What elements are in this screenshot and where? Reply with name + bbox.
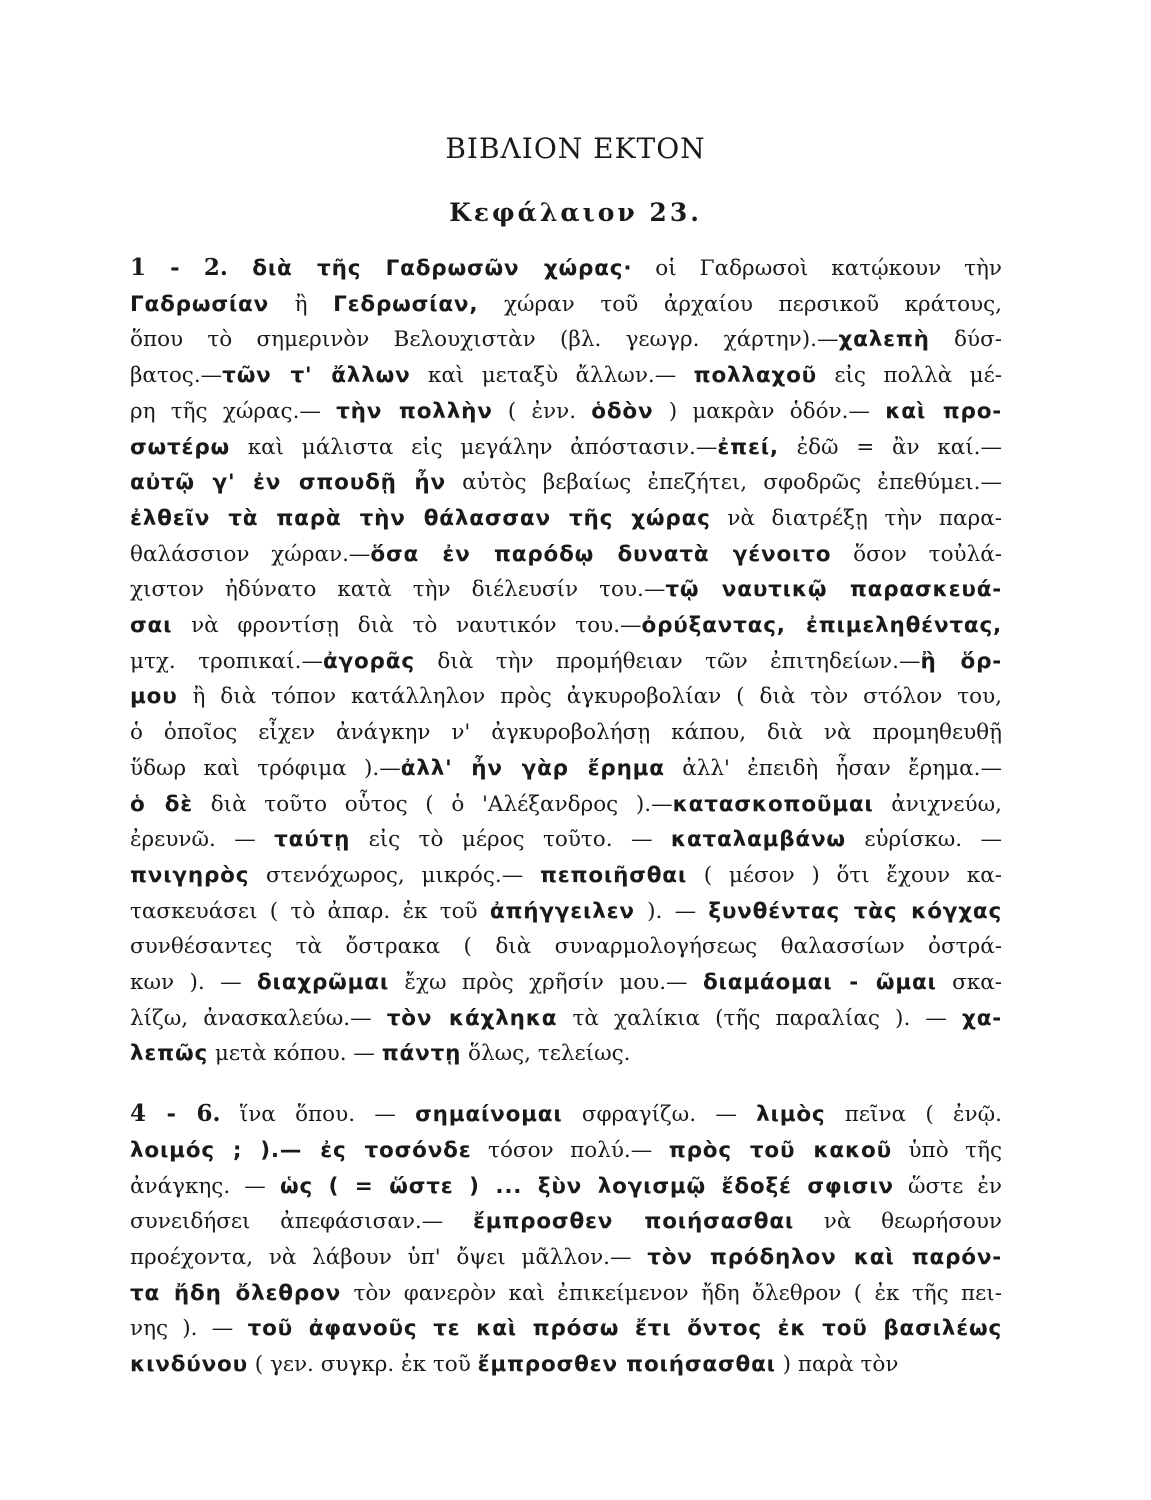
gloss-text: σκα- <box>936 970 1002 996</box>
gloss-text: εἰς τὸ μέρος τοῦτο. — <box>350 827 671 853</box>
text-line <box>130 1204 1002 1240</box>
text-line <box>130 715 1002 751</box>
lemma: πεποιῆσθαι <box>539 862 688 888</box>
gloss-text: μτχ. τροπικαί.— <box>130 648 323 674</box>
text-line <box>130 1036 1002 1072</box>
lemma: πνιγηρὸς <box>130 862 250 888</box>
lemma: τὸν κάχληκα <box>386 1005 558 1031</box>
gloss-text: ) μακρὰν ὁδόν.— <box>653 398 886 424</box>
gloss-text: κων ). — <box>130 970 257 996</box>
lemma: κινδύνου <box>130 1352 248 1378</box>
text-line <box>130 250 1002 287</box>
lemma: μου <box>130 684 178 710</box>
text-line <box>130 358 1002 394</box>
paragraph-number: 1 - 2. <box>130 254 228 281</box>
gloss-text: ( ἐνν. <box>492 398 592 424</box>
lemma: ὁ δὲ <box>130 791 194 817</box>
gloss-text: τὸν φανερὸν καὶ ἐπικείμενον ἤδη ὄλεθρον ( ἐκ τῆς πει- <box>341 1280 1002 1306</box>
text-line <box>130 430 1002 466</box>
gloss-text: οἱ Γαδρωσοὶ κατῴκουν τὴν <box>632 256 1002 281</box>
gloss-text: διὰ τοῦτο οὗτος ( ὁ 'Αλέξανδρος ).— <box>193 791 673 817</box>
gloss-text: ). — <box>634 898 709 924</box>
gloss-text: χώραν τοῦ ἀρχαίου περσικοῦ κράτους, <box>478 291 1002 317</box>
gloss-text: ὅπου τὸ σημερινὸν Βελουχιστὰν (βλ. γεωγρ. χάρτην).— <box>130 327 839 353</box>
text-line <box>130 787 1002 823</box>
lemma: ἢ ὅρ- <box>920 648 1002 674</box>
gloss-text: διὰ τὴν προμήθειαν τῶν ἐπιτηδείων.— <box>414 648 921 674</box>
lemma: ταύτῃ <box>274 827 351 853</box>
text-line <box>130 644 1002 680</box>
lemma: ἐπεί, <box>717 434 779 460</box>
gloss-text: ὅλως, τελείως. <box>461 1041 631 1067</box>
gloss-text: δύσ- <box>929 327 1002 353</box>
gloss-text: ὁ ὁποῖος εἶχεν ἀνάγκην ν' ἀγκυροβολήσῃ κάπου, διὰ νὰ προμηθευθῇ <box>130 720 1002 746</box>
paragraph-2 <box>130 1096 1002 1383</box>
lemma: λοιμός ; ).— ἐς τοσόνδε <box>130 1137 472 1163</box>
gloss-text: ) παρὰ τὸν <box>775 1352 899 1378</box>
paragraph-1 <box>130 250 1002 1072</box>
gloss-text: ἵνα ὅπου. — <box>220 1102 416 1128</box>
gloss-text: ὕδωρ καὶ τρόφιμα ).— <box>130 755 401 781</box>
text-line <box>130 1276 1002 1312</box>
lemma: ὅσα ἐν παρόδῳ δυνατὰ γένοιτο <box>370 541 832 567</box>
gloss-text: αὐτὸς βεβαίως ἐπεζήτει, σφοδρῶς ἐπεθύμει.— <box>445 470 1002 496</box>
lemma: χαλεπὴ <box>838 327 930 353</box>
lemma: ὀρύξαντας, ἐπιμεληθέντας, <box>641 613 1002 639</box>
text-line <box>130 1169 1002 1205</box>
text-line <box>130 287 1002 323</box>
lemma: τὴν πολλὴν <box>336 398 493 424</box>
lemma: χα- <box>962 1005 1002 1031</box>
lemma: Γαδρωσίαν <box>130 291 270 317</box>
gloss-text: προέχοντα, νὰ λάβουν ὑπ' ὄψει μᾶλλον.— <box>130 1244 648 1270</box>
lemma: ἀγορᾶς <box>322 648 415 674</box>
commentary-body <box>130 250 1002 1383</box>
lemma: διαχρῶμαι <box>256 970 390 996</box>
gloss-text: στενόχωρος, μικρός.— <box>249 862 540 888</box>
gloss-text: ἀνάγκης. — <box>130 1173 280 1199</box>
gloss-text: πεῖνα ( ἐνῷ. <box>825 1102 1002 1128</box>
gloss-text: ὑπὸ τῆς <box>891 1137 1002 1163</box>
text-line <box>130 322 1002 358</box>
lemma: ἀπήγγειλεν <box>489 898 635 924</box>
gloss-text: λίζω, ἀνασκαλεύω.— <box>130 1005 387 1031</box>
text-line <box>130 1311 1002 1347</box>
gloss-text: ἔχω πρὸς χρῆσίν μου.— <box>389 970 703 996</box>
gloss-text: καὶ μάλιστα εἰς μεγάλην ἀπόστασιν.— <box>230 434 718 460</box>
gloss-text: ἀνιχνεύω, <box>873 791 1002 817</box>
gloss-text: μετὰ κόπου. — <box>208 1041 382 1067</box>
text-line <box>130 1240 1002 1276</box>
gloss-text: ἢ διὰ τόπον κατάλληλον πρὸς ἀγκυροβολίαν ( διὰ τὸν στόλον του, <box>177 684 1002 710</box>
text-line <box>130 394 1002 430</box>
lemma: ἔμπροσθεν ποιήσασθαι <box>477 1352 776 1378</box>
lemma: τῷ ναυτικῷ παρασκευά- <box>665 577 1002 603</box>
text-line <box>130 1133 1002 1169</box>
lemma: ἔμπροσθεν ποιήσασθαι <box>472 1209 795 1235</box>
gloss-text: νὰ θεωρήσουν <box>794 1209 1002 1235</box>
text-line <box>130 822 1002 858</box>
lemma: καταλαμβάνω <box>670 827 846 853</box>
gloss-text: βατος.— <box>130 363 223 389</box>
gloss-text: ὥστε ἐν <box>893 1173 1002 1199</box>
gloss-text: τόσον πολύ.— <box>471 1137 669 1163</box>
text-line <box>130 1096 1002 1133</box>
lemma: Γεδρωσίαν, <box>333 291 479 317</box>
text-line <box>130 858 1002 894</box>
lemma: πάντῃ <box>381 1041 462 1067</box>
lemma: πολλαχοῦ <box>693 363 817 389</box>
lemma: λιμὸς <box>756 1102 826 1128</box>
lemma: τὸν πρόδηλον καὶ παρόν- <box>647 1244 1002 1270</box>
gloss-text: συνθέσαντες τὰ ὄστρακα ( διὰ συναρμολογήσεως θαλασσίων ὀστρά- <box>130 934 1002 960</box>
gloss-text: σφραγίζω. — <box>562 1102 757 1128</box>
paragraph-number: 4 - 6. <box>130 1100 221 1128</box>
gloss-text: ἐρευνῶ. — <box>130 827 275 853</box>
lemma: κατασκοποῦμαι <box>672 791 874 817</box>
gloss-text: ὅσον τοὐλά- <box>831 541 1002 567</box>
text-line <box>130 1347 1002 1383</box>
gloss-text: νὰ διατρέξῃ τὴν παρα- <box>710 505 1002 531</box>
text-line <box>130 679 1002 715</box>
lemma: ξυνθέντας τὰς κόγχας <box>708 898 1002 924</box>
gloss-text: νης ). — <box>130 1316 248 1342</box>
gloss-text: ἢ <box>269 291 334 317</box>
text-line <box>130 501 1002 537</box>
gloss-text: συνειδήσει ἀπεφάσισαν.— <box>130 1209 473 1235</box>
text-line <box>130 894 1002 930</box>
lemma: σαι <box>130 613 173 639</box>
gloss-text: τὰ χαλίκια (τῆς παραλίας ). — <box>557 1005 963 1031</box>
text-line <box>130 751 1002 787</box>
gloss-text: ἀλλ' ἐπειδὴ ἦσαν ἔρημα.— <box>664 755 1002 781</box>
lemma: τῶν τ' ἄλλων <box>222 363 411 389</box>
chapter-title: Κεφάλαιον 23. <box>449 198 702 227</box>
lemma: λεπῶς <box>130 1041 209 1067</box>
gloss-text: καὶ μεταξὺ ἄλλων.— <box>410 363 694 389</box>
text-line <box>130 965 1002 1001</box>
text-line <box>130 608 1002 644</box>
gloss-text: εἰς πολλὰ μέ- <box>816 363 1002 389</box>
gloss-text: τασκευάσει ( τὸ ἀπαρ. ἐκ τοῦ <box>130 898 490 924</box>
text-line <box>130 465 1002 501</box>
gloss-text: εὑρίσκω. — <box>845 827 1002 853</box>
gloss-text: ( μέσον ) ὅτι ἔχουν κα- <box>687 862 1002 888</box>
gloss-text: ( γεν. συγκρ. ἐκ τοῦ <box>247 1352 478 1378</box>
book-title: ΒΙΒΛΙΟΝ ΕΚΤΟΝ <box>445 132 706 165</box>
lemma: ἀλλ' ἦν γὰρ ἔρημα <box>400 755 665 781</box>
text-line <box>130 572 1002 608</box>
lemma: ἐλθεῖν τὰ παρὰ τὴν θάλασσαν τῆς χώρας <box>130 505 711 531</box>
text-line <box>130 1001 1002 1037</box>
lemma: αὐτῷ γ' ἐν σπουδῇ ἦν <box>130 470 446 496</box>
lemma: σωτέρω <box>130 434 230 460</box>
gloss-text: ρη τῆς χώρας.— <box>130 398 337 424</box>
lemma: διαμάομαι - ῶμαι <box>702 970 937 996</box>
gloss-text: νὰ φροντίσῃ διὰ τὸ ναυτικόν του.— <box>172 613 642 639</box>
text-line <box>130 537 1002 573</box>
lemma: τοῦ ἀφανοῦς τε καὶ πρόσω ἔτι ὄντος ἐκ τοῦ βασιλέως <box>247 1316 1002 1342</box>
lemma: καὶ προ- <box>885 398 1002 424</box>
lemma: ὁδὸν <box>591 398 654 424</box>
lemma: διὰ τῆς Γαδρωσῶν χώρας· <box>227 256 633 281</box>
gloss-text: ἐδῶ = ἂν καί.— <box>778 434 1002 460</box>
gloss-text: θαλάσσιον χώραν.— <box>130 541 371 567</box>
lemma: τα ἤδη ὄλεθρον <box>130 1280 342 1306</box>
lemma: πρὸς τοῦ κακοῦ <box>668 1137 892 1163</box>
lemma: ὡς ( = ὥστε ) ... ξὺν λογισμῷ ἔδοξέ σφισιν <box>279 1173 894 1199</box>
lemma: σημαίνομαι <box>415 1102 563 1128</box>
text-line <box>130 929 1002 965</box>
gloss-text: χιστον ἠδύνατο κατὰ τὴν διέλευσίν του.— <box>130 577 666 603</box>
